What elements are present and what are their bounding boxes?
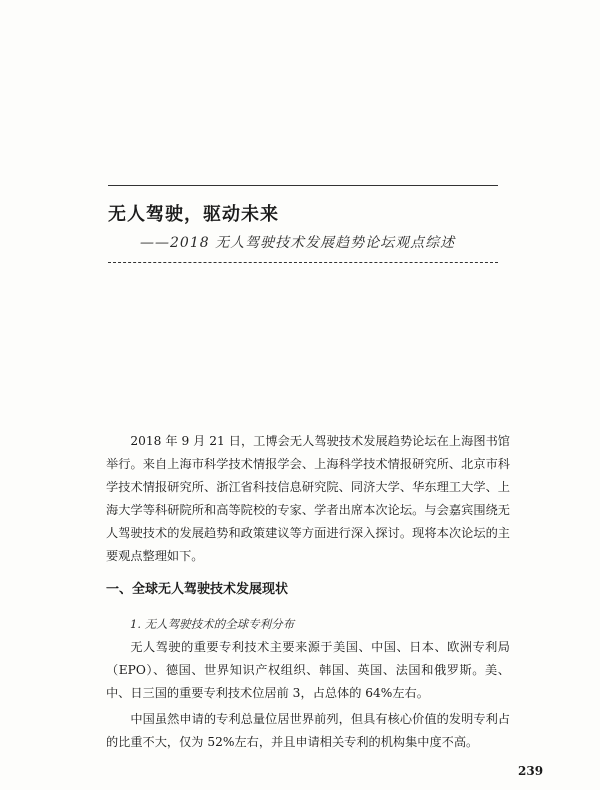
article-subtitle: ——2018 无人驾驶技术发展趋势论坛观点综述 <box>140 235 456 251</box>
article-title: 无人驾驶，驱动未来 <box>108 204 279 225</box>
page-number: 239 <box>518 764 544 778</box>
body-paragraph: 中国虽然申请的专利总量位居世界前列，但具有核心价值的发明专利占的比重不大，仅为 52%左右，并且申请相关专利的机构集中度不高。 <box>106 712 510 749</box>
body-paragraph: 无人驾驶的重要专利技术主要来源于美国、中国、日本、欧洲专利局（EPO）、德国、世界知识产权组织、韩国、英国、法国和俄罗斯。美、中、日三国的重要专利技术位居前 3，占总体的 64%左右。 <box>106 640 510 700</box>
header-rule-bottom <box>108 262 498 263</box>
header-rule-top <box>108 185 498 186</box>
subsection-heading: 1. 无人驾驶技术的全球专利分布 <box>130 617 295 631</box>
section-heading: 一、全球无人驾驶技术发展现状 <box>106 582 289 597</box>
intro-paragraph: 2018 年 9 月 21 日，工博会无人驾驶技术发展趋势论坛在上海图书馆举行。来自上海市科学技术情报学会、上海科学技术情报研究所、北京市科学技术情报研究所、浙江省科技信息研究院、同济大学、华东理工大学、上海大学等科研院所和高等院校的专家、学者出席本次论坛。与会嘉宾围绕无人驾驶技术的发展趋势和政策建议等方面进行深入探讨。现将本次论坛的主要观点整理如下。 <box>106 434 510 563</box>
